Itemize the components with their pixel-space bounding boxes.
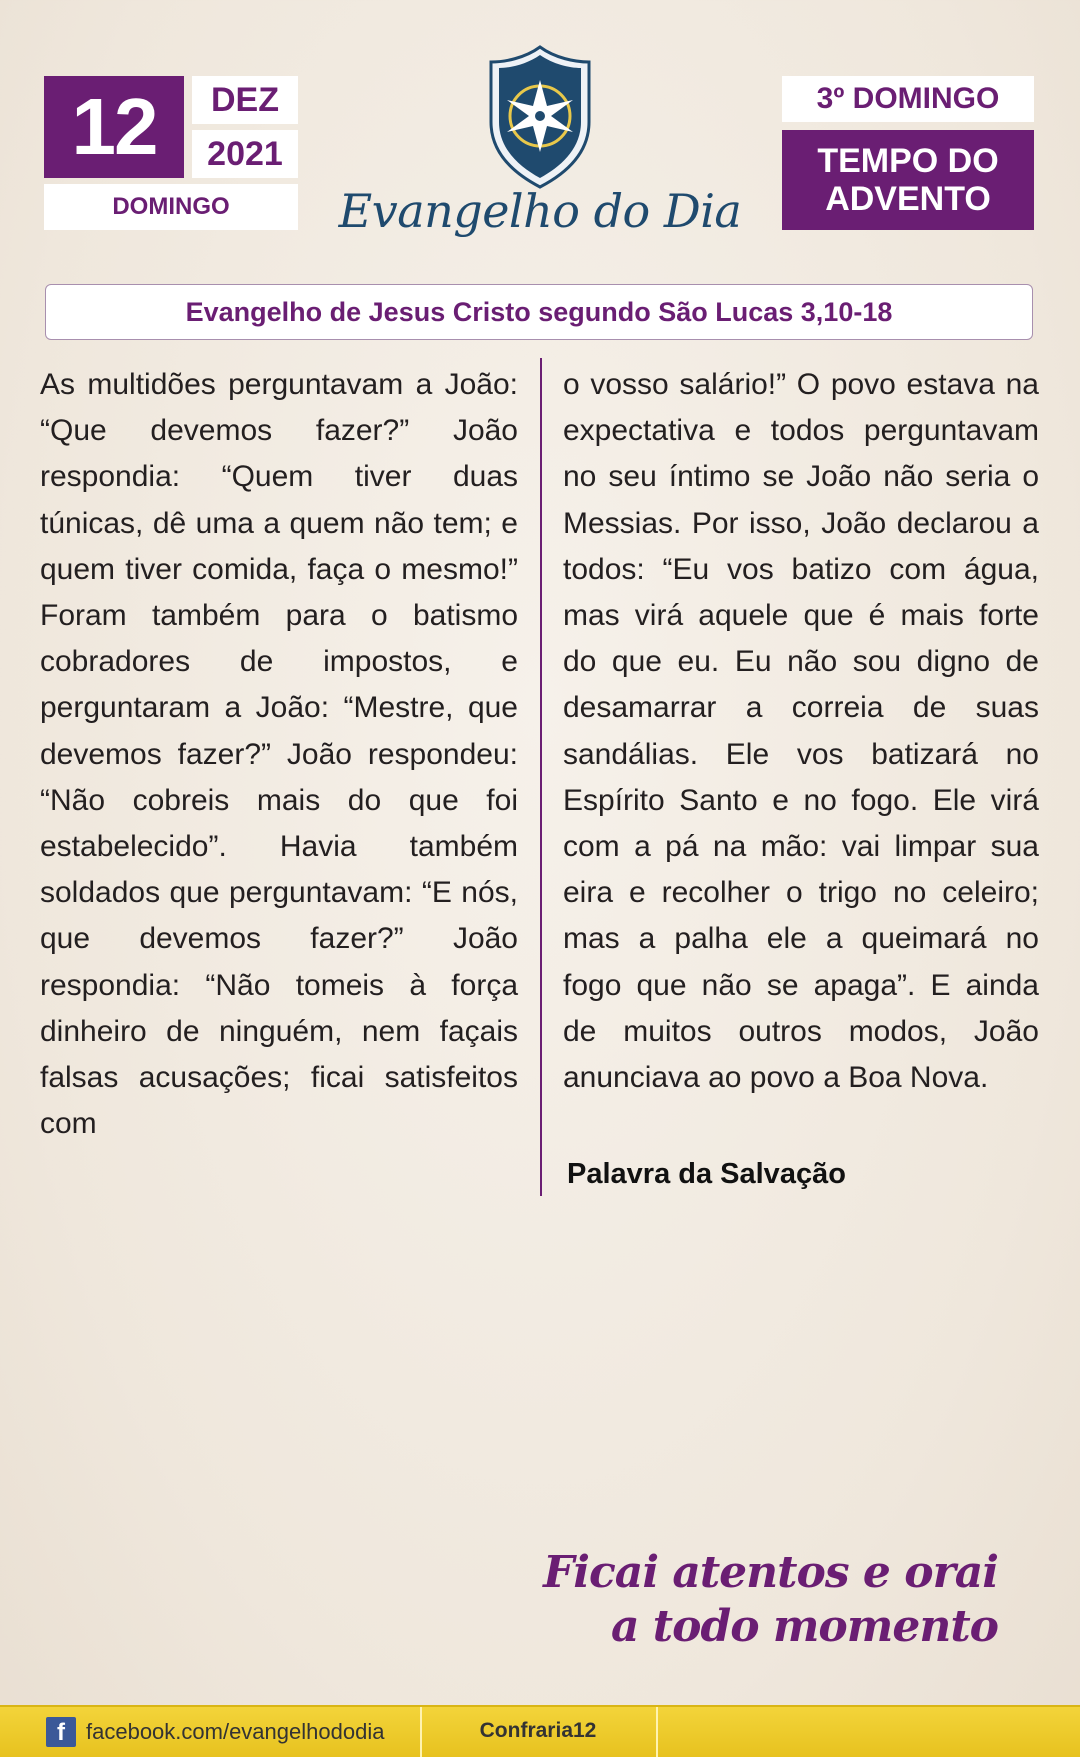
logo-title: Evangelho do Dia [338, 184, 742, 238]
footer-bar [0, 1705, 1080, 1757]
liturgical-season [782, 130, 1034, 230]
date-year: 2021 [192, 130, 298, 178]
footer-separator [420, 1707, 422, 1757]
tagline-line-2: a todo momento [610, 1601, 998, 1652]
gospel-text-right: o vosso salário!” O povo estava na expectativa e todos perguntavam no seu íntimo se João não seria o Messias. Por isso, João declarou a todos: “Eu vos batizo com água, mas virá aquele que é mais forte do que eu. Eu não sou digno de desamarrar a correia de suas sandálias. Ele vos batizará no Espírito Santo e no fogo. Ele virá com a pá na mão: vai limpar sua eira e recolher o trigo no celeiro; mas a palha ele a queimará no fogo que não se apaga”. E ainda de muitos outros modos, João anunciava ao povo a Boa Nova. [563, 368, 1039, 1095]
shield-cross-icon [485, 44, 595, 190]
tagline [543, 1546, 998, 1654]
date-month: DEZ [192, 76, 298, 124]
tagline-line-1: Ficai atentos e orai [543, 1547, 998, 1598]
season-line-1: TEMPO DO [817, 142, 999, 180]
sunday-label: 3º DOMINGO [782, 76, 1034, 122]
footer-separator [656, 1707, 658, 1757]
facebook-link[interactable]: facebook.com/evangelhododia [86, 1719, 385, 1744]
season-line-2: ADVENTO [825, 180, 991, 218]
footer-brand: Confraria12 [479, 1719, 597, 1742]
column-divider [540, 358, 542, 1196]
gospel-reference: Evangelho de Jesus Cristo segundo São Lucas 3,10-18 [45, 284, 1033, 340]
gospel-text-left: As multidões perguntavam a João: “Que devemos fazer?” João respondia: “Quem tiver duas túnicas, dê uma a quem não tem; e quem tiver comida, faça o mesmo!” Foram também para o batismo cobradores de impostos, e perguntaram a João: “Mestre, que devemos fazer?” João respondeu: “Não cobreis mais do que foi estabelecido”. Havia também soldados que perguntavam: “E nós, que devemos fazer?” João respondia: “Não tomeis à força dinheiro de ninguém, nem façais falsas acusações; ficai satisfeitos com [40, 368, 518, 1141]
date-weekday: DOMINGO [44, 184, 298, 230]
date-day-number: 12 [44, 76, 184, 178]
facebook-icon: f [46, 1717, 76, 1747]
closing-phrase: Palavra da Salvação [567, 1158, 846, 1190]
